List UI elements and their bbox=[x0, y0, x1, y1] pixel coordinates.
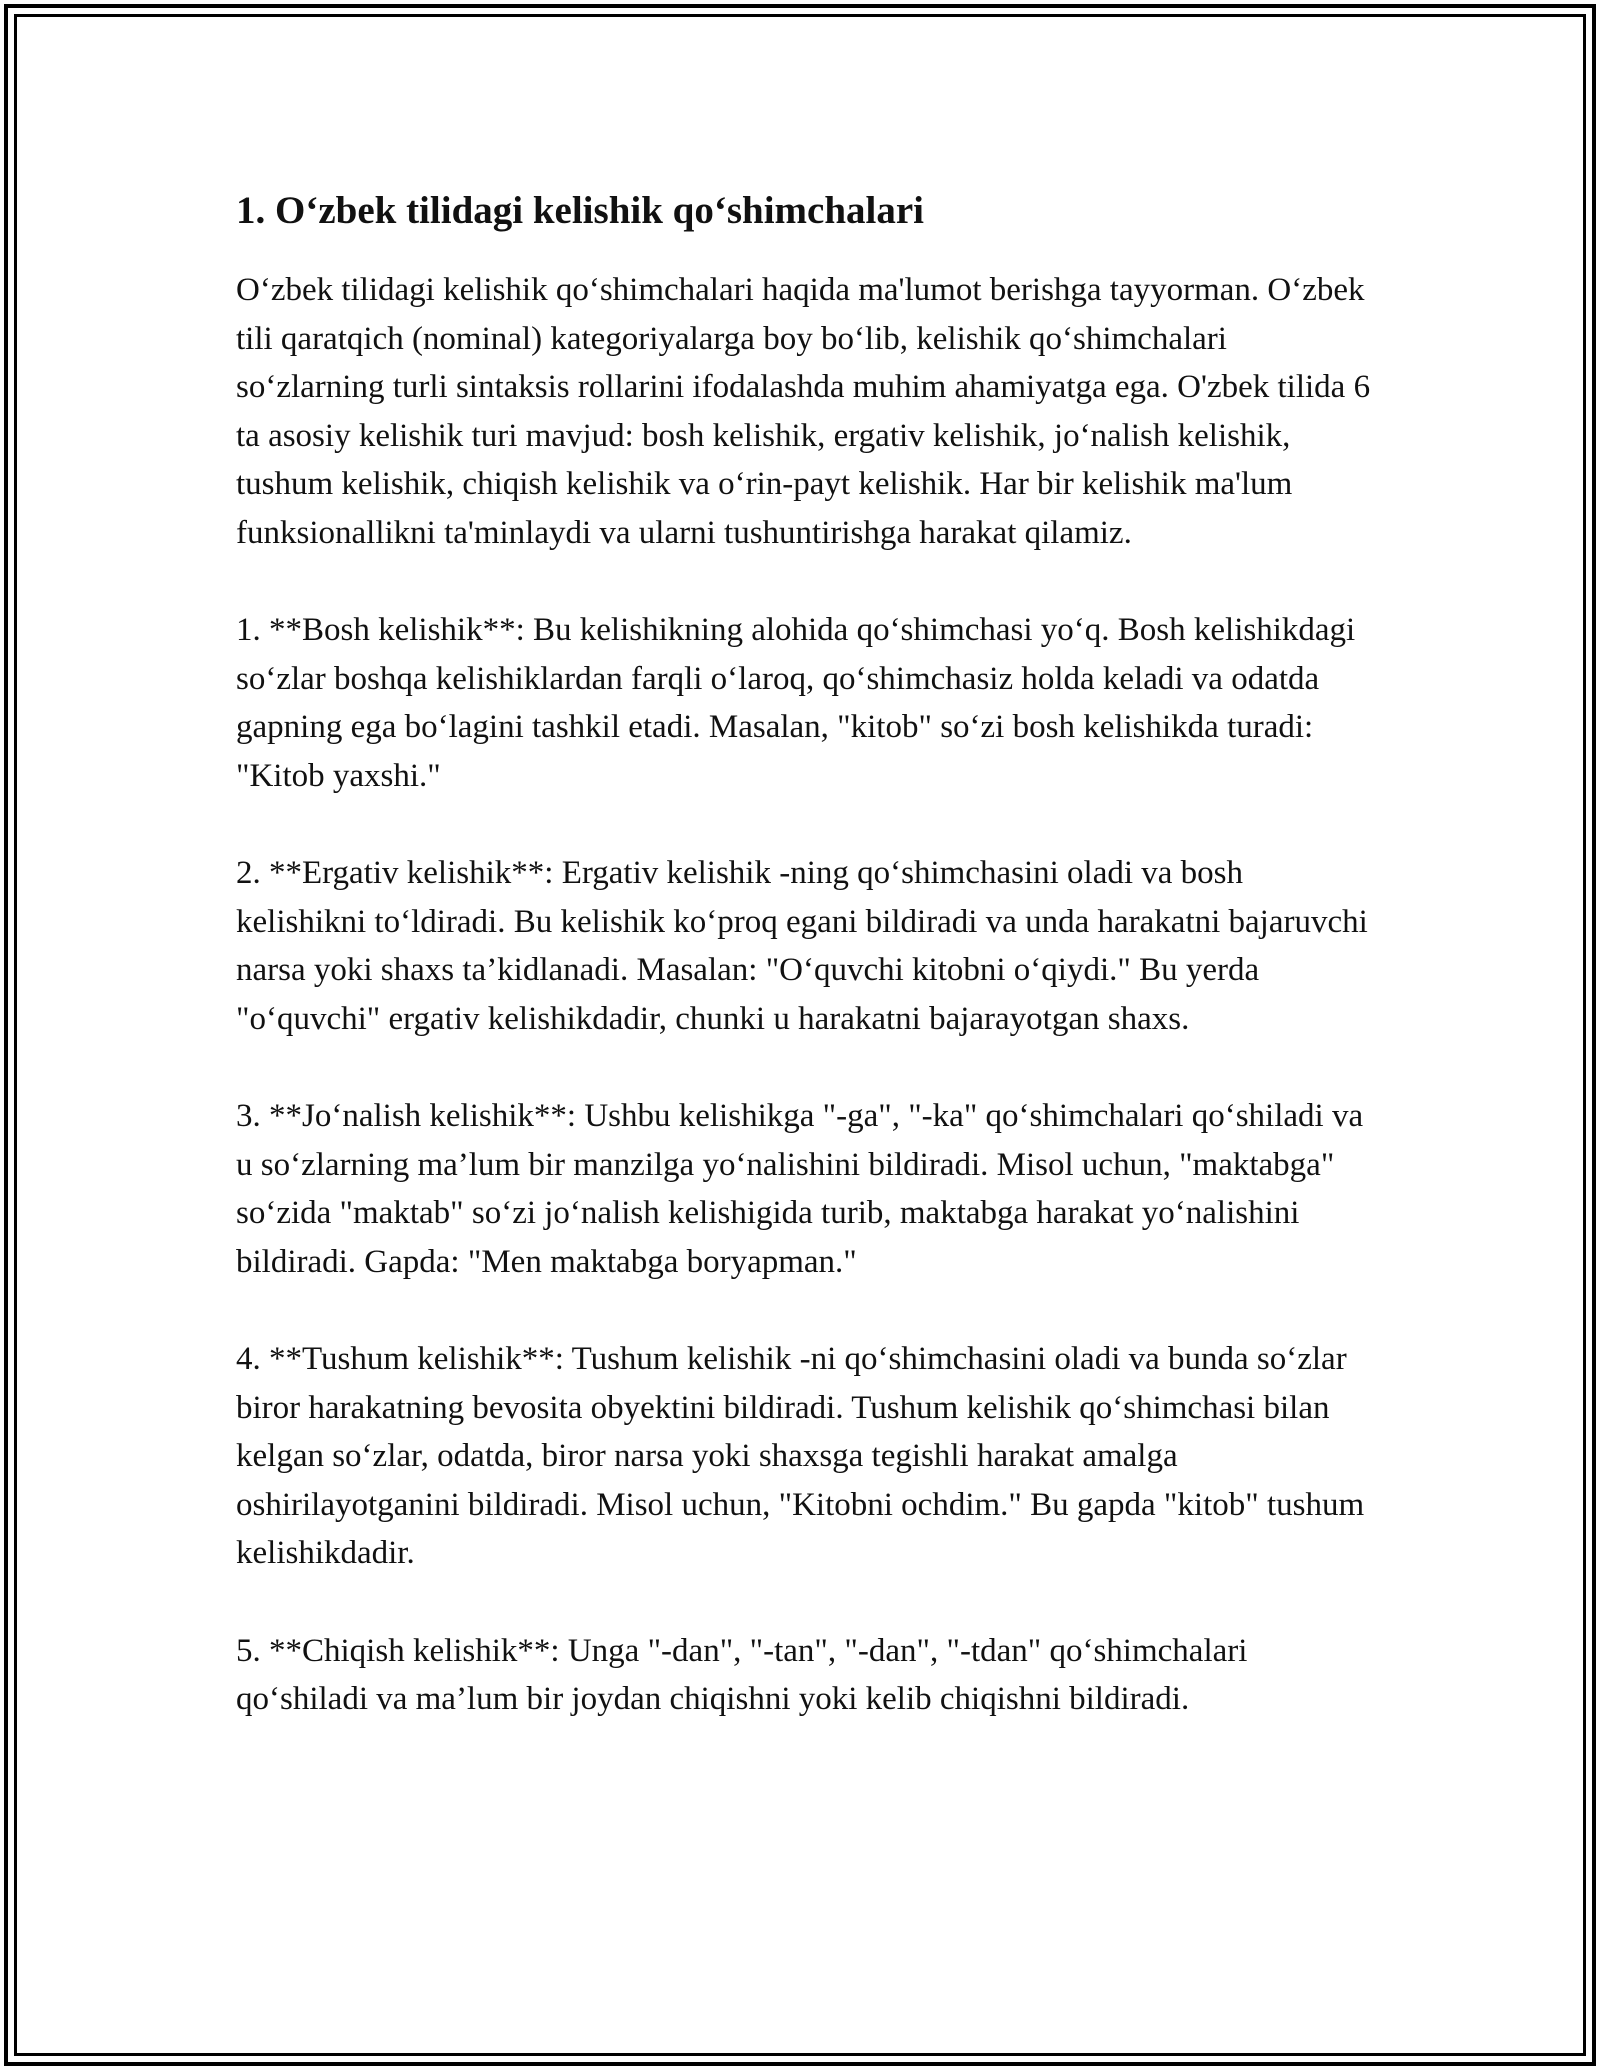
paragraph-tushum-kelishik: 4. **Tushum kelishik**: Tushum kelishik -ni qoʻshimchasini oladi va bunda soʻzlar biror harakatning bevosita obyektini bildiradi. Tushum kelishik qoʻshimchasi bilan kelgan soʻzlar, odatda, biror narsa yoki shaxsga tegishli harakat amalga oshirilayotganini bildiradi. Misol uchun, "Kitobni ochdim." Bu gapda "kitob" tushum kelishikdadir. bbox=[236, 1341, 1365, 1571]
document-body bbox=[236, 186, 1376, 1773]
paragraph-bosh-kelishik: 1. **Bosh kelishik**: Bu kelishikning alohida qoʻshimchasi yoʻq. Bosh kelishikdagi soʻzlar boshqa kelishiklardan farqli oʻlaroq, qoʻshimchasiz holda keladi va odatda gapning ega boʻlagini tashkil etadi. Masalan, "kitob" soʻzi bosh kelishikda turadi: "Kitob yaxshi." bbox=[236, 612, 1356, 794]
document-heading: 1. Oʻzbek tilidagi kelishik qoʻshimchalari bbox=[236, 189, 925, 232]
paragraph-jonalish-kelishik: 3. **Joʻnalish kelishik**: Ushbu kelishikga "-ga", "-ka" qoʻshimchalari qoʻshiladi va u soʻzlarning ma’lum bir manzilga yoʻnalishini bildiradi. Misol uchun, "maktabga" soʻzida "maktab" soʻzi joʻnalish kelishigida turib, maktabga harakat yoʻnalishini bildiradi. Gapda: "Men maktabga boryapman." bbox=[236, 1098, 1364, 1280]
intro-paragraph: Oʻzbek tilidagi kelishik qoʻshimchalari haqida ma'lumot berishga tayyorman. Oʻzbek tili qaratqich (nominal) kategoriyalarga boy boʻlib, kelishik qoʻshimchalari soʻzlarning turli sintaksis rollarini ifodalashda muhim ahamiyatga ega. O'zbek tilida 6 ta asosiy kelishik turi mavjud: bosh kelishik, ergativ kelishik, joʻnalish kelishik, tushum kelishik, chiqish kelishik va oʻrin-payt kelishik. Har bir kelishik ma'lum funksionallikni ta'minlaydi va ularni tushuntirishga harakat qilamiz. bbox=[236, 272, 1371, 551]
paragraph-chiqish-kelishik: 5. **Chiqish kelishik**: Unga "-dan", "-tan", "-dan", "-tdan" qoʻshimchalari qoʻshiladi va ma’lum bir joydan chiqishni yoki kelib chiqishni bildiradi. bbox=[236, 1632, 1248, 1717]
paragraph-ergativ-kelishik: 2. **Ergativ kelishik**: Ergativ kelishik -ning qoʻshimchasini oladi va bosh kelishikni toʻldiradi. Bu kelishik koʻproq egani bildiradi va unda harakatni bajaruvchi narsa yoki shaxs ta’kidlanadi. Masalan: "Oʻquvchi kitobni oʻqiydi." Bu yerda "oʻquvchi" ergativ kelishikdadir, chunki u harakatni bajarayotgan shaxs. bbox=[236, 855, 1368, 1037]
